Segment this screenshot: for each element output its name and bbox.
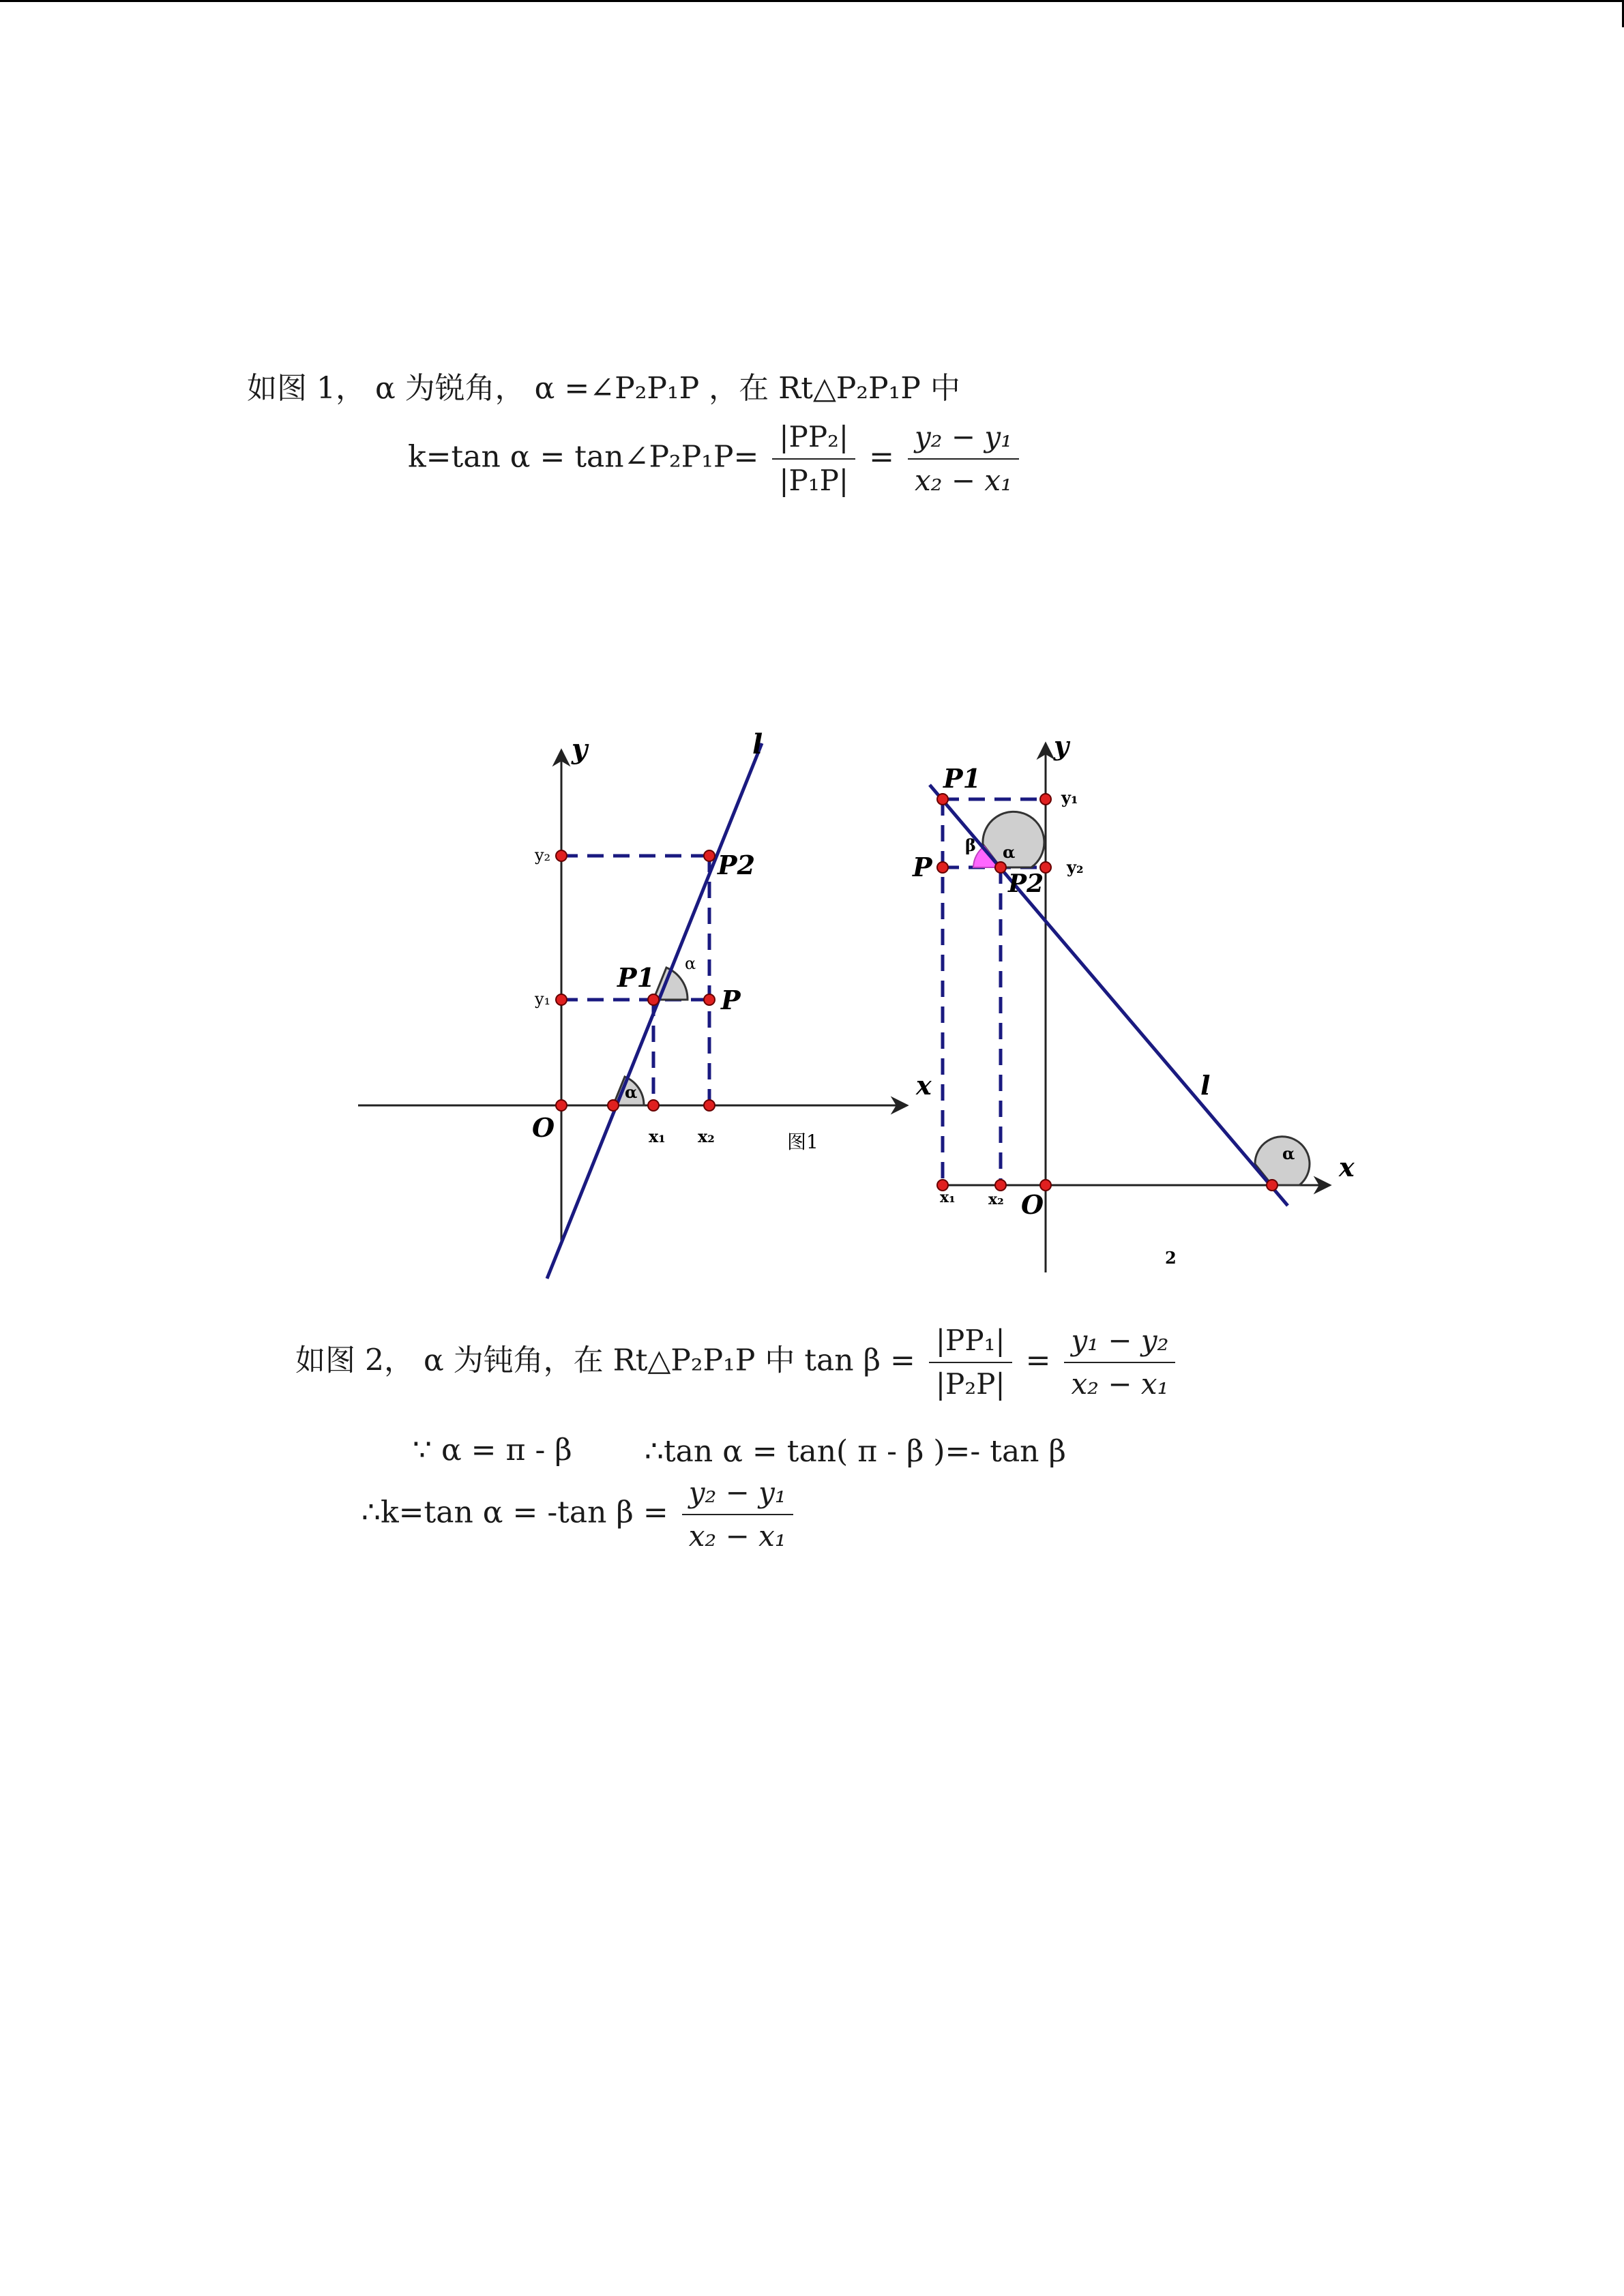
fig1-x1-label: x₁ [649, 1127, 666, 1146]
fraction-numerator: y₁ − y₂ [1064, 1326, 1175, 1363]
fig1-y-label: y [572, 733, 588, 765]
para2-because [413, 1435, 572, 1465]
fig1-point-x2 [704, 1100, 715, 1111]
fig1-alpha-top-label: α [685, 954, 696, 973]
fraction-denominator: |P₂P| [935, 1367, 1005, 1401]
fig1-point-origin [556, 1100, 567, 1111]
fig2-y-label: y [1054, 730, 1069, 761]
fraction-denominator: |P₁P| [779, 464, 849, 497]
fig2-x-label: x [1339, 1152, 1355, 1182]
fig1-point-intercept [608, 1100, 619, 1111]
equals-sign: = [1025, 1343, 1051, 1378]
fig1-point-p [704, 994, 715, 1005]
fraction-slope-final [682, 1478, 793, 1551]
fig1-line-label: l [752, 728, 763, 760]
para2-line1 [295, 1326, 1179, 1399]
fig1-x2-label: x₂ [698, 1127, 715, 1146]
fraction-numerator: y₂ − y₁ [908, 423, 1019, 460]
fraction-numerator: |PP₂| [772, 423, 855, 460]
fig1-caption: 图1 [787, 1131, 818, 1153]
fig2-point-p [937, 862, 948, 873]
fig2-x1-label: x₁ [940, 1189, 956, 1206]
fig2-caption: 2 [1165, 1248, 1177, 1268]
fig1-p2-label: P2 [718, 850, 756, 880]
fig2-p-label: P [913, 852, 932, 882]
therefore1-text: ∴tan α = tan( π - β )=- tan β [645, 1434, 1066, 1469]
para2-therefore1 [645, 1434, 1066, 1469]
fraction-tan-beta [1064, 1326, 1175, 1399]
fig1-point-y1 [556, 994, 567, 1005]
fig2-beta-label: β [965, 835, 976, 855]
fraction-denominator: x₂ − x₁ [688, 1519, 786, 1553]
fraction-numerator: y₂ − y₁ [682, 1478, 793, 1515]
fraction-numerator: |PP₁| [929, 1326, 1012, 1363]
therefore2-text: ∴k=tan α = -tan β = [361, 1495, 668, 1530]
fig2-point-x2 [995, 1180, 1006, 1191]
fig2-x2-label: x₂ [988, 1191, 1004, 1208]
fig1-origin-label: O [532, 1112, 555, 1143]
fig2-origin-label: O [1021, 1189, 1044, 1220]
fig1-alpha-bottom-label: α [625, 1082, 638, 1102]
figure-1 [358, 728, 907, 1279]
para2-text: 如图 2， α 为钝角，在 Rt△P₂P₁P 中 tan β = [295, 1343, 915, 1378]
fig2-point-y1 [1040, 794, 1051, 805]
fig2-point-p1 [937, 794, 948, 805]
fig2-point-intercept [1267, 1180, 1278, 1191]
because-text: ∵ α = π - β [413, 1433, 572, 1467]
fraction-denominator: x₂ − x₁ [1071, 1367, 1169, 1401]
fig1-y1-label: y₁ [535, 989, 551, 1009]
fig1-point-p1 [648, 994, 659, 1005]
fraction-denominator: x₂ − x₁ [914, 464, 1012, 497]
equals-sign: = [869, 439, 894, 475]
fig1-point-p2 [704, 850, 715, 861]
fig2-line-label: l [1200, 1070, 1211, 1101]
fig1-p1-label: P1 [617, 962, 655, 993]
fraction-pp1-p2p [929, 1326, 1012, 1399]
fig1-p-label: P [721, 985, 741, 1015]
fig2-alpha-bottom-label: α [1282, 1144, 1295, 1163]
fig2-point-p2 [995, 862, 1006, 873]
fig2-y2-label: y₂ [1067, 857, 1084, 877]
fig2-p2-label: P2 [1008, 869, 1044, 898]
fig1-y2-label: y₂ [535, 846, 551, 865]
figure-2 [912, 730, 1355, 1272]
fig2-alpha-top-label: α [1003, 842, 1016, 862]
para1-text: 如图 1， α 为锐角， α =∠P₂P₁P ，在 Rt△P₂P₁P 中 [247, 371, 960, 406]
para2-therefore2 [361, 1478, 797, 1551]
fig1-point-y2 [556, 850, 567, 861]
fig2-x-left-label: x [916, 1070, 932, 1101]
k-expression: k=tan α = tan∠P₂P₁P= [408, 439, 759, 475]
fig2-line-l [930, 785, 1288, 1206]
fig2-y1-label: y₁ [1061, 788, 1078, 807]
fig1-point-x1 [648, 1100, 659, 1111]
fig2-p1-label: P1 [943, 763, 981, 794]
